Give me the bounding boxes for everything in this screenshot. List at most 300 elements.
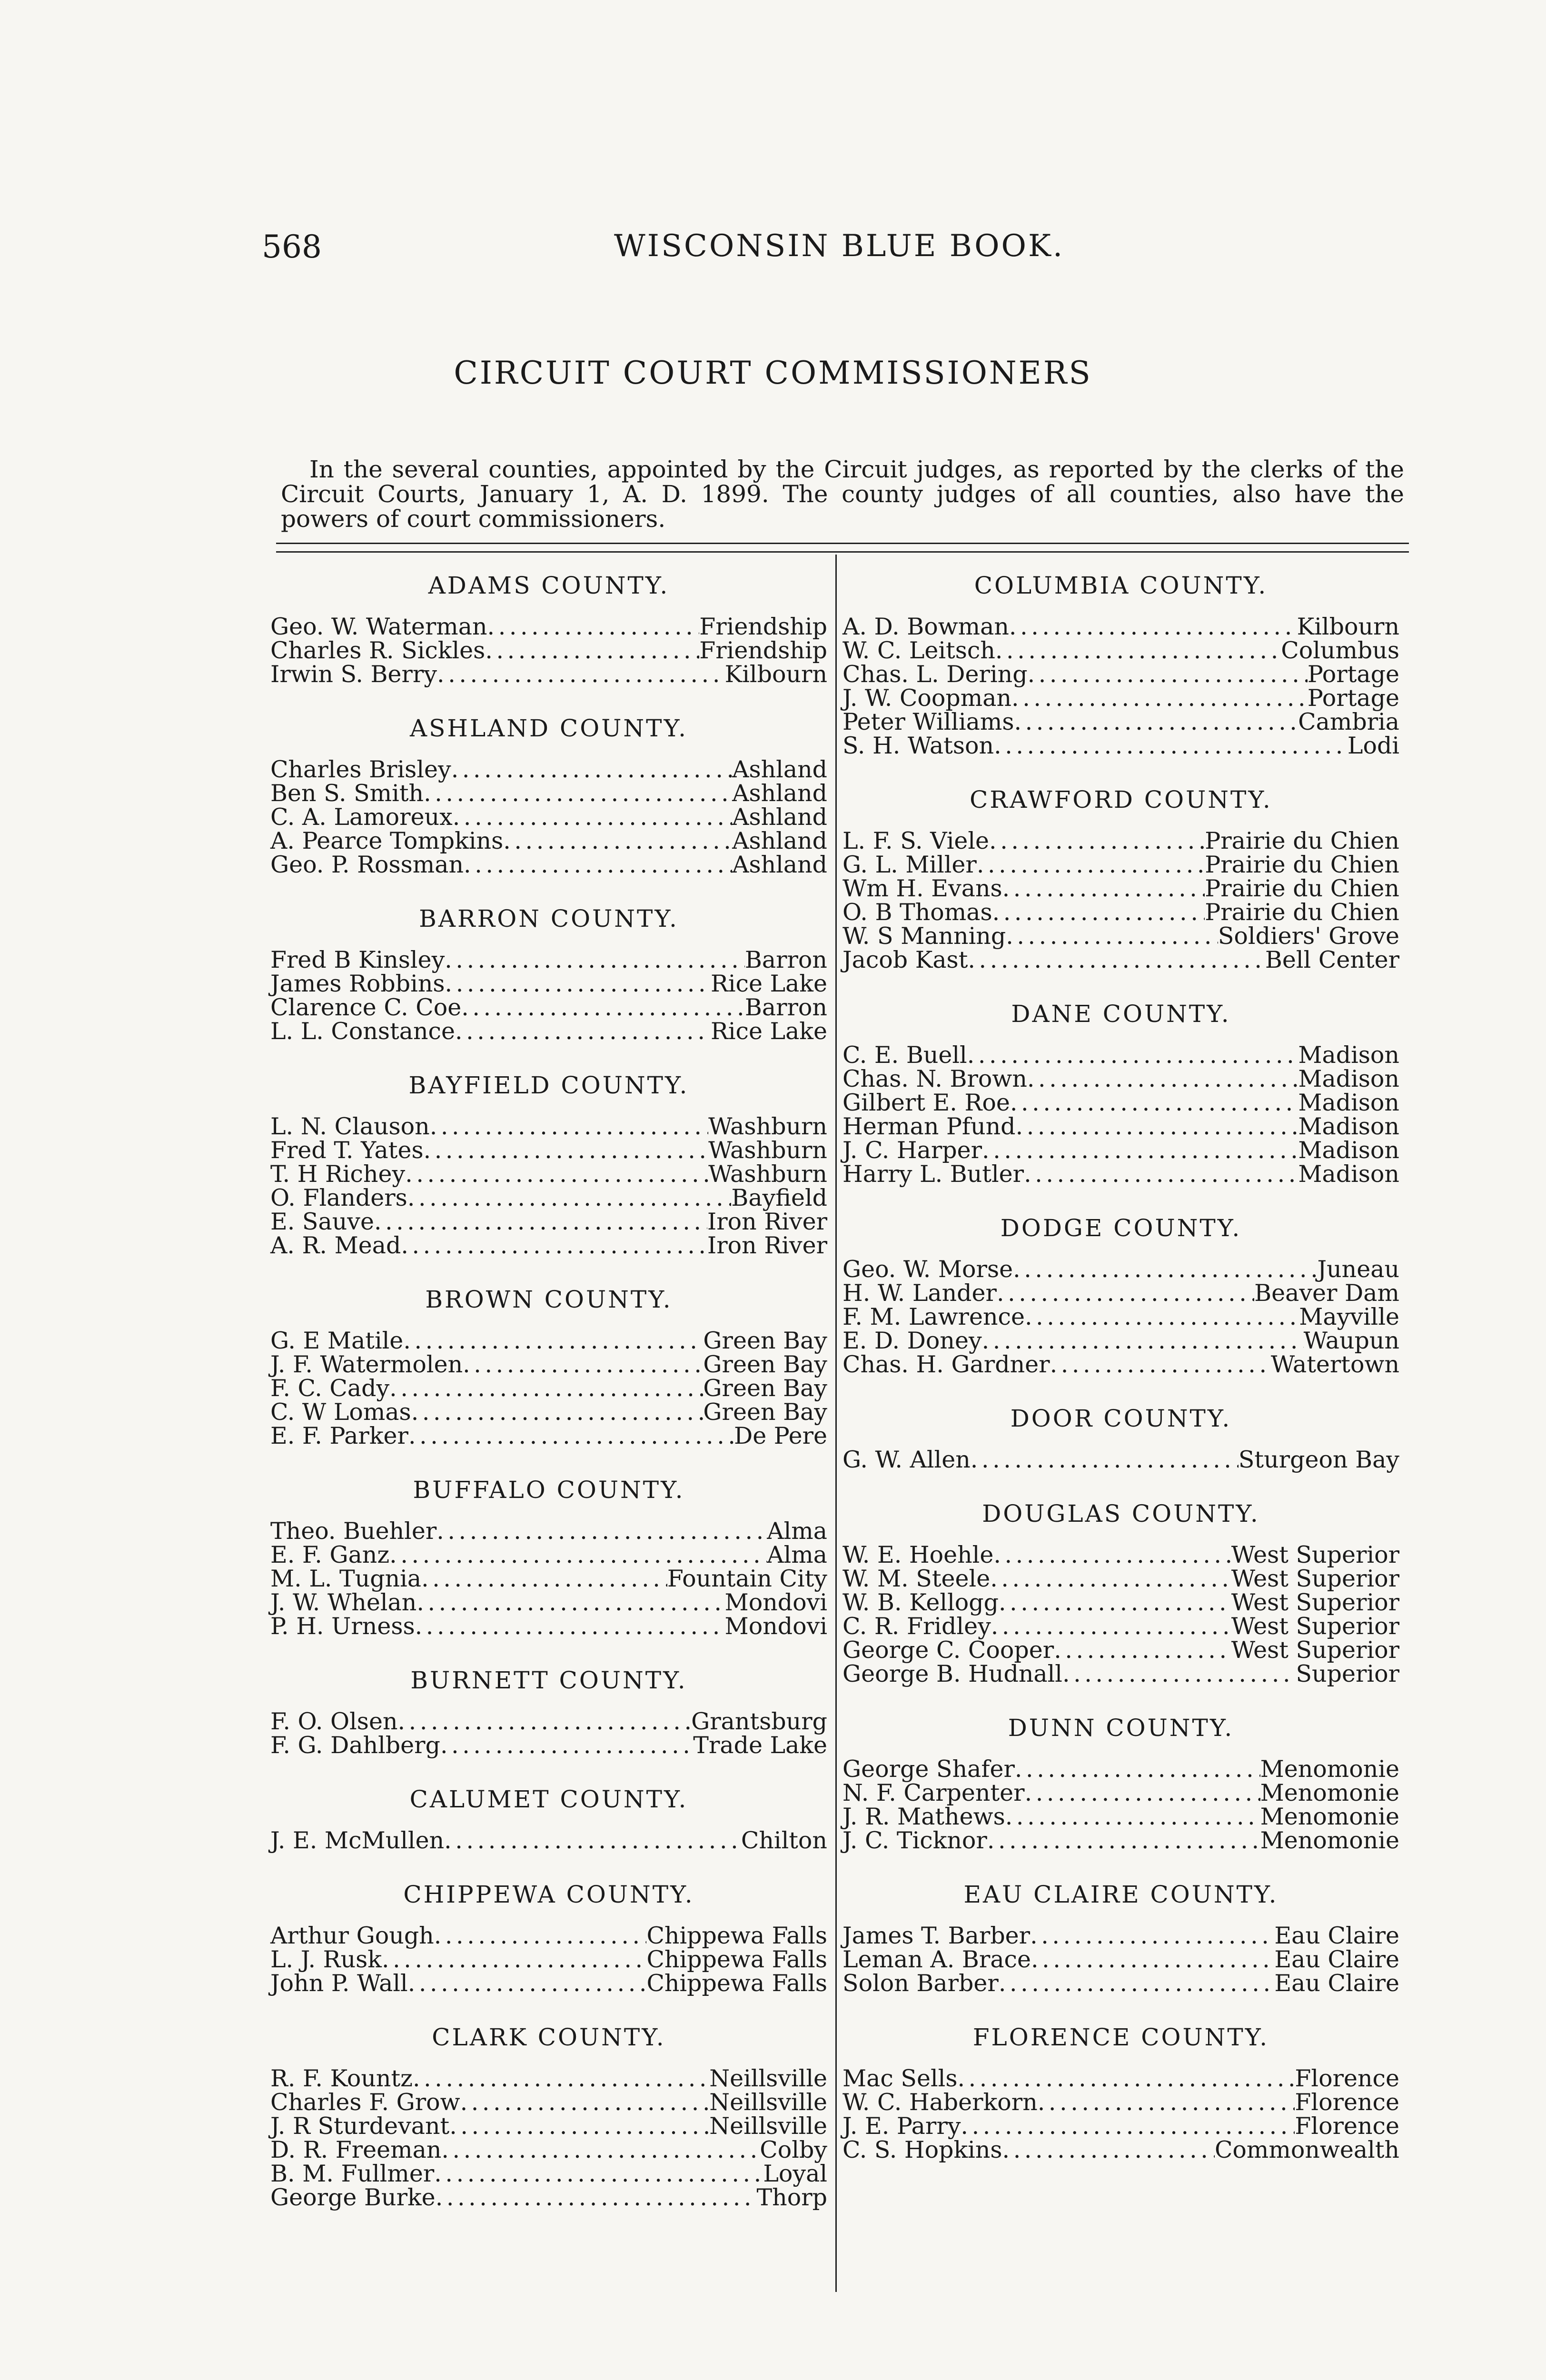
dot-leader: [434, 1924, 647, 1948]
commissioner-entry: [842, 1591, 1399, 1615]
commissioner-name: A. Pearce Tompkins: [270, 827, 504, 854]
commissioner-entry: [842, 1448, 1399, 1472]
commissioner-name: J. W. Coopman: [842, 684, 1012, 712]
county-heading: CHIPPEWA COUNTY.: [403, 1881, 694, 1908]
dot-leader: [413, 2067, 709, 2091]
commissioner-place: Barron: [744, 946, 827, 973]
commissioner-entry: [842, 615, 1399, 639]
commissioner-place: West Superior: [1231, 1565, 1399, 1592]
county-block: [270, 1285, 827, 1448]
county-block: [270, 714, 827, 877]
commissioner-entry: [270, 1972, 827, 1995]
dot-leader: [991, 1615, 1231, 1638]
commissioner-name: Charles R. Sickles: [270, 637, 486, 664]
dot-leader: [999, 1591, 1231, 1615]
commissioner-place: Madison: [1298, 1065, 1399, 1092]
county-heading: CRAWFORD COUNTY.: [970, 786, 1272, 813]
commissioner-name: Mac Sells: [842, 2065, 958, 2092]
commissioner-place: Green Bay: [703, 1351, 827, 1378]
commissioner-entry: [842, 1757, 1399, 1781]
commissioner-entry: [270, 1924, 827, 1948]
dot-leader: [424, 1139, 708, 1162]
commissioner-name: C. R. Fridley: [842, 1613, 991, 1640]
dot-leader: [1015, 1757, 1260, 1781]
commissioner-name: Geo. P. Rossman: [270, 851, 464, 878]
commissioner-place: Green Bay: [703, 1375, 827, 1402]
commissioner-place: West Superior: [1231, 1613, 1399, 1640]
dot-leader: [1013, 1258, 1317, 1281]
county-heading: CLARK COUNTY.: [432, 2023, 666, 2051]
dot-leader: [997, 1281, 1254, 1305]
dot-leader: [987, 1829, 1260, 1853]
commissioner-name: J. R. Mathews: [842, 1803, 1005, 1830]
county-block: [270, 1666, 827, 1757]
commissioner-entry: [842, 663, 1399, 686]
dot-leader: [421, 1567, 667, 1591]
commissioner-entry: [842, 1067, 1399, 1091]
commissioner-entry: [842, 1091, 1399, 1115]
commissioner-entry: [842, 1115, 1399, 1139]
commissioner-place: Washburn: [708, 1113, 827, 1140]
commissioner-entry: [842, 1305, 1399, 1329]
dot-leader: [455, 1020, 711, 1043]
county-block: [270, 1476, 827, 1638]
commissioner-name: A. D. Bowman: [842, 613, 1009, 640]
commissioner-place: Soldiers' Grove: [1218, 922, 1399, 950]
commissioner-entry: [842, 1258, 1399, 1281]
commissioner-name: S. H. Watson: [842, 732, 994, 759]
commissioner-place: West Superior: [1231, 1636, 1399, 1664]
dot-leader: [968, 948, 1265, 972]
dot-leader: [449, 2114, 709, 2138]
commissioner-place: Chilton: [741, 1827, 827, 1854]
commissioner-place: Trade Lake: [693, 1732, 827, 1759]
section-title: CIRCUIT COURT COMMISSIONERS: [454, 355, 1092, 391]
commissioner-name: Chas. N. Brown: [842, 1065, 1027, 1092]
commissioner-name: C. W Lomas: [270, 1398, 411, 1426]
dot-leader: [989, 829, 1205, 853]
commissioner-place: Iron River: [707, 1232, 827, 1259]
county-block: [842, 1714, 1399, 1853]
commissioner-place: West Superior: [1231, 1589, 1399, 1616]
dot-leader: [1054, 1638, 1231, 1662]
right-column: [842, 571, 1399, 2190]
commissioner-entry: [270, 2067, 827, 2091]
commissioner-place: Waupun: [1303, 1327, 1399, 1354]
commissioner-name: W. S Manning: [842, 922, 1006, 950]
commissioner-place: Friendship: [699, 613, 827, 640]
commissioner-place: Barron: [744, 994, 827, 1021]
commissioner-place: Friendship: [699, 637, 827, 664]
commissioner-entry: [270, 1210, 827, 1234]
dot-leader: [463, 1353, 703, 1377]
commissioner-place: Prairie du Chien: [1205, 875, 1399, 902]
commissioner-name: F. G. Dahlberg: [270, 1732, 440, 1759]
dot-leader: [401, 1234, 707, 1258]
commissioner-entry: [842, 1662, 1399, 1686]
commissioner-place: Loyal: [763, 2160, 827, 2187]
commissioner-name: Charles F. Grow: [270, 2089, 460, 2116]
commissioner-place: Portage: [1307, 684, 1399, 712]
commissioner-entry: [270, 1591, 827, 1615]
commissioner-entry: [842, 1638, 1399, 1662]
commissioner-entry: [842, 1972, 1399, 1995]
dot-leader: [1016, 1115, 1298, 1139]
commissioner-name: Irwin S. Berry: [270, 661, 437, 688]
commissioner-name: J. F. Watermolen: [270, 1351, 463, 1378]
commissioner-place: Rice Lake: [710, 1018, 827, 1045]
commissioner-name: F. O. Olsen: [270, 1708, 398, 1735]
commissioner-entry: [270, 853, 827, 877]
commissioner-place: Menomonie: [1260, 1827, 1399, 1854]
commissioner-place: Kilbourn: [1297, 613, 1399, 640]
commissioner-entry: [270, 1020, 827, 1043]
commissioner-place: Juneau: [1317, 1256, 1399, 1283]
commissioner-name: Jacob Kast: [842, 946, 968, 973]
dot-leader: [436, 2186, 757, 2210]
commissioner-entry: [270, 1424, 827, 1448]
commissioner-entry: [270, 1734, 827, 1757]
dot-leader: [1009, 615, 1297, 639]
running-head: [262, 228, 1238, 271]
commissioner-name: G. E Matile: [270, 1327, 404, 1354]
county-block: [842, 2023, 1399, 2162]
commissioner-entry: [842, 1043, 1399, 1067]
commissioner-name: W. C. Leitsch: [842, 637, 995, 664]
commissioner-name: J. E. Parry: [842, 2112, 961, 2140]
commissioner-entry: [270, 615, 827, 639]
commissioner-entry: [270, 805, 827, 829]
commissioner-entry: [842, 710, 1399, 734]
commissioner-name: Chas. H. Gardner: [842, 1351, 1050, 1378]
commissioner-place: Superior: [1296, 1660, 1399, 1687]
dot-leader: [464, 853, 732, 877]
commissioner-name: Wm H. Evans: [842, 875, 1002, 902]
dot-leader: [1028, 663, 1308, 686]
dot-leader: [1031, 1948, 1274, 1972]
commissioner-place: Neillsville: [709, 2089, 827, 2116]
commissioner-name: George Shafer: [842, 1755, 1015, 1783]
page-number: 568: [262, 228, 322, 265]
county-block: [270, 1071, 827, 1258]
county-heading: BURNETT COUNTY.: [410, 1666, 687, 1694]
commissioner-name: J. R Sturdevant: [270, 2112, 450, 2140]
commissioner-name: P. H. Urness: [270, 1613, 415, 1640]
dot-leader: [444, 1829, 741, 1853]
dot-leader: [382, 1948, 646, 1972]
commissioner-entry: [270, 1829, 827, 1853]
dot-leader: [487, 615, 700, 639]
commissioner-place: Thorp: [756, 2184, 827, 2211]
commissioner-place: Watertown: [1270, 1351, 1399, 1378]
dot-leader: [503, 829, 732, 853]
county-block: [270, 1880, 827, 1995]
commissioner-entry: [842, 1948, 1399, 1972]
commissioner-entry: [270, 758, 827, 782]
dot-leader: [990, 1567, 1231, 1591]
commissioner-name: L. J. Rusk: [270, 1946, 382, 1973]
commissioner-place: De Pere: [733, 1422, 827, 1449]
commissioner-entry: [842, 924, 1399, 948]
commissioner-entry: [842, 1805, 1399, 1829]
commissioner-place: Grantsburg: [691, 1708, 827, 1735]
dot-leader: [1002, 2138, 1215, 2162]
dot-leader: [1030, 1924, 1274, 1948]
county-block: [842, 571, 1399, 758]
dot-leader: [461, 996, 745, 1020]
commissioner-name: Peter Williams: [842, 708, 1014, 735]
commissioner-place: Beaver Dam: [1254, 1279, 1399, 1307]
county-block: [270, 2023, 827, 2210]
commissioner-entry: [270, 948, 827, 972]
commissioner-name: C. A. Lamoreux: [270, 803, 453, 831]
commissioner-place: Ashland: [732, 851, 827, 878]
dot-leader: [994, 734, 1348, 758]
commissioner-name: C. S. Hopkins: [842, 2136, 1002, 2163]
commissioner-place: Bayfield: [731, 1184, 827, 1211]
dot-leader: [995, 639, 1281, 663]
column-divider: [835, 555, 837, 2292]
commissioner-entry: [842, 734, 1399, 758]
commissioner-entry: [842, 1615, 1399, 1638]
county-block: [270, 904, 827, 1043]
commissioner-entry: [842, 901, 1399, 924]
commissioner-place: Florence: [1295, 2089, 1399, 2116]
commissioner-entry: [842, 877, 1399, 901]
commissioner-place: Alma: [767, 1541, 827, 1568]
dot-leader: [389, 1543, 767, 1567]
dot-leader: [1024, 1162, 1298, 1186]
commissioner-place: Madison: [1298, 1113, 1399, 1140]
commissioner-entry: [842, 639, 1399, 663]
commissioner-place: Bell Center: [1265, 946, 1399, 973]
commissioner-entry: [842, 1924, 1399, 1948]
dot-leader: [403, 1329, 703, 1353]
commissioner-name: James Robbins: [270, 970, 445, 997]
county-block: [270, 1785, 827, 1853]
commissioner-place: Eau Claire: [1274, 1946, 1399, 1973]
dot-leader: [1025, 1305, 1299, 1329]
dot-leader: [1014, 710, 1298, 734]
commissioner-name: C. E. Buell: [842, 1041, 967, 1069]
commissioner-name: James T. Barber: [842, 1922, 1031, 1949]
county-block: [270, 571, 827, 686]
commissioner-place: Kilbourn: [724, 661, 827, 688]
commissioner-place: Green Bay: [703, 1398, 827, 1426]
commissioner-name: O. B Thomas: [842, 899, 992, 926]
commissioner-place: Ashland: [732, 756, 827, 783]
commissioner-name: Chas. L. Dering: [842, 661, 1028, 688]
commissioner-name: Fred T. Yates: [270, 1137, 424, 1164]
dot-leader: [977, 853, 1205, 877]
county-block: [842, 1404, 1399, 1472]
commissioner-entry: [270, 639, 827, 663]
commissioner-name: E. F. Parker: [270, 1422, 408, 1449]
commissioner-name: W. M. Steele: [842, 1565, 991, 1592]
commissioner-place: Florence: [1295, 2065, 1399, 2092]
county-heading: ASHLAND COUNTY.: [410, 714, 688, 742]
commissioner-place: Madison: [1298, 1137, 1399, 1164]
commissioner-name: H. W. Lander: [842, 1279, 997, 1307]
commissioner-place: Rice Lake: [710, 970, 827, 997]
dot-leader: [992, 901, 1205, 924]
commissioner-place: Washburn: [708, 1160, 827, 1188]
commissioner-place: Prairie du Chien: [1205, 827, 1399, 854]
dot-leader: [441, 2138, 760, 2162]
commissioner-entry: [270, 2138, 827, 2162]
commissioner-entry: [270, 1186, 827, 1210]
commissioner-entry: [270, 1615, 827, 1638]
commissioner-name: Ben S. Smith: [270, 780, 424, 807]
commissioner-place: Colby: [760, 2136, 827, 2163]
commissioner-entry: [842, 2138, 1399, 2162]
dot-leader: [408, 1972, 647, 1995]
commissioner-name: John P. Wall: [270, 1970, 408, 1997]
dot-leader: [971, 1448, 1239, 1472]
commissioner-entry: [270, 1543, 827, 1567]
commissioner-name: Theo. Buehler: [270, 1517, 437, 1545]
dot-leader: [389, 1377, 703, 1400]
commissioner-entry: [842, 1353, 1399, 1377]
commissioner-place: Cambria: [1298, 708, 1399, 735]
commissioner-place: Menomonie: [1260, 1779, 1399, 1806]
dot-leader: [967, 1043, 1298, 1067]
commissioner-place: Alma: [767, 1517, 827, 1545]
commissioner-place: Iron River: [707, 1208, 827, 1235]
commissioner-entry: [842, 2091, 1399, 2114]
commissioner-entry: [270, 972, 827, 996]
commissioner-place: Ashland: [732, 780, 827, 807]
county-block: [842, 1000, 1399, 1186]
commissioner-place: Madison: [1298, 1160, 1399, 1188]
dot-leader: [1005, 1805, 1260, 1829]
commissioner-entry: [842, 1162, 1399, 1186]
county-heading: ADAMS COUNTY.: [428, 572, 670, 599]
dot-leader: [1062, 1662, 1296, 1686]
commissioner-name: B. M. Fullmer: [270, 2160, 435, 2187]
commissioner-name: M. L. Tugnia: [270, 1565, 422, 1592]
dot-leader: [1011, 686, 1308, 710]
commissioner-entry: [270, 996, 827, 1020]
dot-leader: [453, 805, 732, 829]
county-block: [842, 1499, 1399, 1686]
commissioner-place: Madison: [1298, 1041, 1399, 1069]
dot-leader: [437, 663, 725, 686]
commissioner-entry: [270, 1329, 827, 1353]
commissioner-place: Chippewa Falls: [646, 1970, 827, 1997]
dot-leader: [374, 1210, 707, 1234]
commissioner-name: Harry L. Butler: [842, 1160, 1024, 1188]
intro-paragraph: In the several counties, appointed by the Circuit judges, as reported by the clerks of the Circuit Courts, January 1, A. D. 1899. The county judges of all counties, also have the powers of court commissioners.: [281, 456, 1404, 533]
commissioner-place: Prairie du Chien: [1205, 851, 1399, 878]
county-heading: EAU CLAIRE COUNTY.: [963, 1881, 1278, 1908]
commissioner-place: Mayville: [1299, 1303, 1399, 1330]
commissioner-entry: [270, 2162, 827, 2186]
commissioner-name: T. H Richey: [270, 1160, 406, 1188]
commissioner-place: Madison: [1298, 1089, 1399, 1116]
county-heading: DANE COUNTY.: [1011, 1000, 1231, 1028]
commissioner-place: Prairie du Chien: [1205, 899, 1399, 926]
commissioner-entry: [270, 2186, 827, 2210]
commissioner-entry: [842, 2067, 1399, 2091]
commissioner-name: Charles Brisley: [270, 756, 451, 783]
commissioner-name: W. B. Kellogg: [842, 1589, 999, 1616]
commissioner-place: Florence: [1295, 2112, 1399, 2140]
commissioner-place: Ashland: [732, 803, 827, 831]
commissioner-entry: [270, 1400, 827, 1424]
dot-leader: [460, 2091, 710, 2114]
commissioner-name: J. E. McMullen: [270, 1827, 445, 1854]
dot-leader: [434, 2162, 763, 2186]
dot-leader: [398, 1710, 692, 1734]
commissioner-entry: [842, 853, 1399, 877]
book-title: WISCONSIN BLUE BOOK.: [614, 228, 1065, 264]
dot-leader: [407, 1186, 732, 1210]
commissioner-name: E. F. Ganz: [270, 1541, 390, 1568]
dot-leader: [405, 1162, 708, 1186]
dot-leader: [982, 1329, 1304, 1353]
commissioner-place: Menomonie: [1260, 1755, 1399, 1783]
commissioner-place: Chippewa Falls: [646, 1946, 827, 1973]
commissioner-entry: [270, 1353, 827, 1377]
commissioner-entry: [270, 663, 827, 686]
commissioner-name: J. W. Whelan: [270, 1589, 417, 1616]
commissioner-entry: [842, 686, 1399, 710]
commissioner-name: A. R. Mead: [270, 1232, 401, 1259]
county-heading: BUFFALO COUNTY.: [413, 1476, 685, 1504]
commissioner-entry: [270, 1377, 827, 1400]
commissioner-place: Ashland: [732, 827, 827, 854]
commissioner-place: Lodi: [1347, 732, 1399, 759]
commissioner-entry: [842, 1281, 1399, 1305]
commissioner-place: Sturgeon Bay: [1238, 1446, 1399, 1473]
commissioner-entry: [842, 2114, 1399, 2138]
county-block: [842, 1214, 1399, 1377]
commissioner-name: Leman A. Brace: [842, 1946, 1031, 1973]
commissioner-entry: [270, 1567, 827, 1591]
commissioner-name: Clarence C. Coe: [270, 994, 462, 1021]
commissioner-name: Gilbert E. Roe: [842, 1089, 1010, 1116]
county-heading: BAYFIELD COUNTY.: [408, 1071, 689, 1099]
commissioner-entry: [270, 1948, 827, 1972]
county-heading: DOUGLAS COUNTY.: [982, 1500, 1260, 1527]
commissioner-entry: [270, 2114, 827, 2138]
commissioner-place: Fountain City: [667, 1565, 827, 1592]
commissioner-entry: [270, 1234, 827, 1258]
commissioner-name: J. C. Ticknor: [842, 1827, 987, 1854]
dot-leader: [430, 1115, 708, 1139]
commissioner-entry: [270, 1519, 827, 1543]
commissioner-name: George C. Cooper: [842, 1636, 1054, 1664]
commissioner-name: Fred B Kinsley: [270, 946, 445, 973]
commissioner-place: Menomonie: [1260, 1803, 1399, 1830]
commissioner-name: Solon Barber: [842, 1970, 999, 1997]
commissioner-entry: [842, 948, 1399, 972]
dot-leader: [411, 1400, 704, 1424]
dot-leader: [1010, 1091, 1298, 1115]
commissioner-name: G. L. Miller: [842, 851, 977, 878]
commissioner-place: Columbus: [1281, 637, 1399, 664]
commissioner-name: E. Sauve: [270, 1208, 374, 1235]
commissioner-place: Mondovi: [724, 1589, 827, 1616]
dot-leader: [445, 972, 711, 996]
dot-leader: [416, 1591, 724, 1615]
county-heading: DODGE COUNTY.: [1000, 1214, 1242, 1242]
commissioner-name: E. D. Doney: [842, 1327, 982, 1354]
commissioner-place: Neillsville: [709, 2065, 827, 2092]
commissioner-name: W. C. Haberkorn: [842, 2089, 1038, 2116]
dot-leader: [961, 2114, 1295, 2138]
